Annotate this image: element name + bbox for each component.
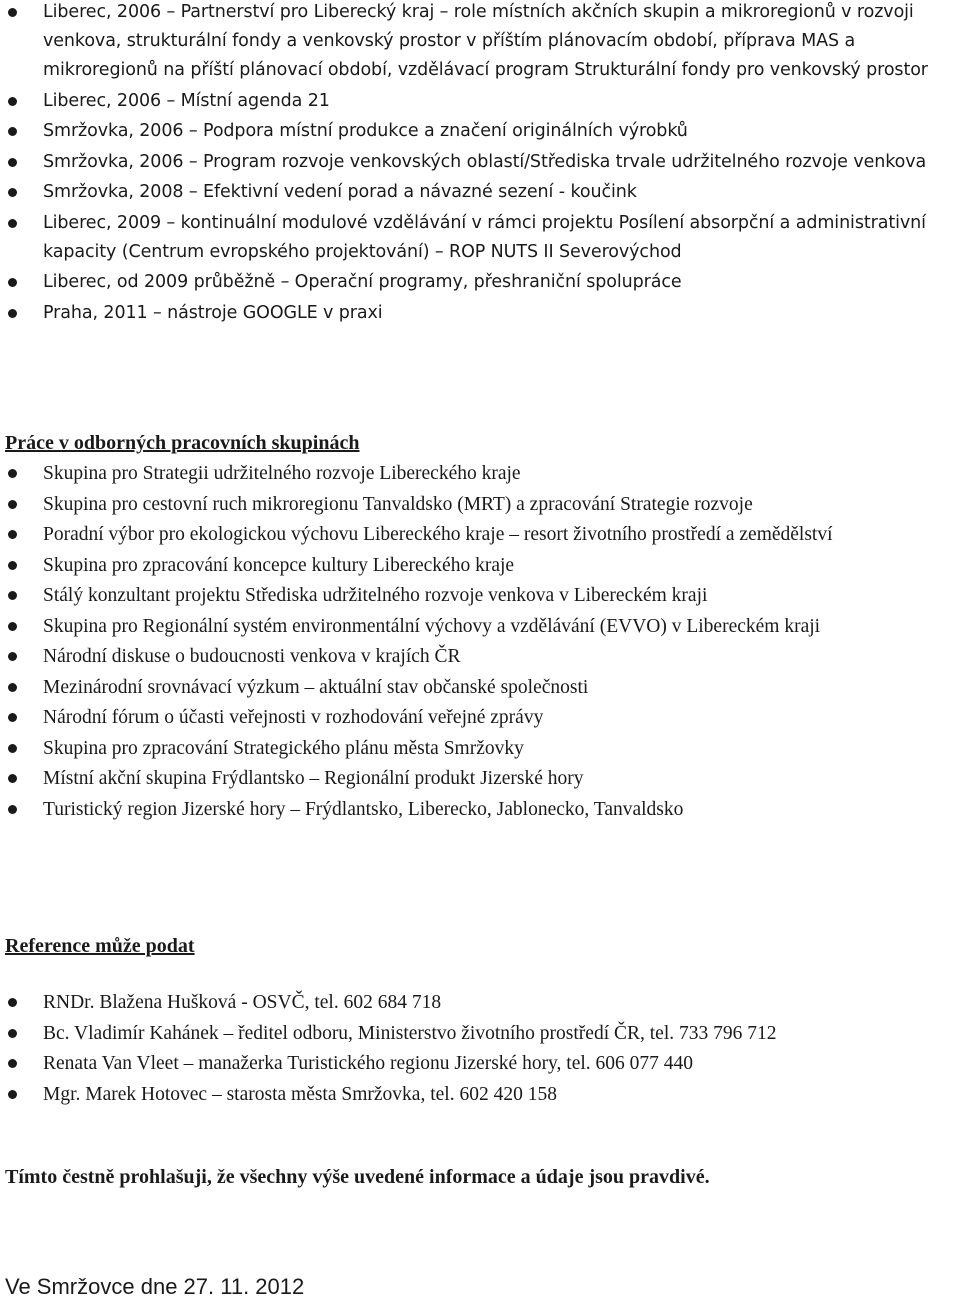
bullet-icon bbox=[8, 469, 17, 478]
list-item bbox=[0, 642, 943, 671]
list-item bbox=[0, 703, 943, 732]
list-item bbox=[0, 490, 943, 519]
list-item-text: Národní fórum o účasti veřejnosti v rozhodování veřejné zprávy bbox=[43, 707, 544, 728]
bullet-icon bbox=[8, 774, 17, 783]
list-item bbox=[0, 581, 943, 610]
list-item-text: Liberec, 2006 – Partnerství pro Liberecký kraj – role místních akčních skupin a mikroregionů v rozvoji venkova, strukturální fondy a venkovský prostor v příštím plánovacím období, příprava MAS a mikroregionů na příští plánovací období, vzdělávací program Strukturální fondy pro venkovský prostor bbox=[43, 2, 928, 80]
bullet-icon bbox=[8, 805, 17, 814]
list-item bbox=[0, 764, 943, 793]
list-item-text: Místní akční skupina Frýdlantsko – Regionální produkt Jizerské hory bbox=[43, 768, 584, 789]
list-item-text: Turistický region Jizerské hory – Frýdlantsko, Liberecko, Jablonecko, Tanvaldsko bbox=[43, 798, 684, 820]
list-item bbox=[0, 299, 943, 328]
list-item-text: Bc. Vladimír Kahánek – ředitel odboru, Ministerstvo životního prostředí ČR, tel. 733 796 712 bbox=[43, 1022, 777, 1044]
working-groups-list bbox=[0, 459, 943, 825]
bullet-icon bbox=[8, 97, 17, 106]
list-item-text: Praha, 2011 – nástroje GOOGLE v praxi bbox=[43, 302, 383, 323]
list-item bbox=[0, 209, 943, 267]
training-list bbox=[0, 0, 943, 329]
list-item-text: RNDr. Blažena Hušková - OSVČ, tel. 602 684 718 bbox=[43, 992, 442, 1013]
list-item-text: Národní diskuse o budoucnosti venkova v krajích ČR bbox=[43, 646, 461, 667]
list-item-text: Poradní výbor pro ekologickou výchovu Libereckého kraje – resort životního prostředí a zemědělství bbox=[43, 524, 833, 545]
bullet-icon bbox=[8, 1029, 17, 1038]
bullet-icon bbox=[8, 652, 17, 661]
bullet-icon bbox=[8, 278, 17, 287]
signoff-text: Ve Smržovce dne 27. 11. 2012 bbox=[5, 1274, 305, 1299]
list-item bbox=[0, 1049, 943, 1078]
list-item-text: Smržovka, 2006 – Program rozvoje venkovských oblastí/Střediska trvale udržitelného rozvoje venkova bbox=[43, 151, 927, 172]
bullet-icon bbox=[8, 219, 17, 228]
list-item-text: Mgr. Marek Hotovec – starosta města Smržovka, tel. 602 420 158 bbox=[43, 1083, 557, 1105]
bullet-icon bbox=[8, 8, 17, 17]
list-item bbox=[0, 117, 943, 146]
list-item-text: Renata Van Vleet – manažerka Turistického regionu Jizerské hory, tel. 606 077 440 bbox=[43, 1053, 694, 1074]
list-item-text: Smržovka, 2008 – Efektivní vedení porad a návazné sezení - koučink bbox=[43, 182, 637, 202]
declaration-text: Tímto čestně prohlašuji, že všechny výše uvedené informace a údaje jsou pravdivé. bbox=[5, 1166, 710, 1188]
list-item bbox=[0, 0, 943, 85]
list-item bbox=[0, 551, 943, 580]
list-item-text: Smržovka, 2006 – Podpora místní produkce a značení originálních výrobků bbox=[43, 121, 688, 141]
list-item-text: Stálý konzultant projektu Střediska udržitelného rozvoje venkova v Libereckém kraji bbox=[43, 585, 708, 606]
working-groups-heading: Práce v odborných pracovních skupinách bbox=[5, 432, 360, 454]
list-item bbox=[0, 1019, 943, 1048]
bullet-icon bbox=[8, 530, 17, 539]
list-item bbox=[0, 734, 943, 763]
list-item-text: Skupina pro cestovní ruch mikroregionu Tanvaldsko (MRT) a zpracování Strategie rozvoje bbox=[43, 493, 753, 515]
bullet-icon bbox=[8, 188, 17, 197]
bullet-icon bbox=[8, 591, 17, 600]
bullet-icon bbox=[8, 1090, 17, 1099]
bullet-icon bbox=[8, 998, 17, 1007]
bullet-icon bbox=[8, 713, 17, 722]
list-item bbox=[0, 148, 943, 177]
list-item-text: Mezinárodní srovnávací výzkum – aktuální stav občanské společnosti bbox=[43, 676, 589, 698]
list-item-text: Skupina pro Strategii udržitelného rozvoje Libereckého kraje bbox=[43, 463, 521, 484]
list-item-text: Skupina pro zpracování Strategického plánu města Smržovky bbox=[43, 737, 524, 759]
list-item-text: Skupina pro zpracování koncepce kultury Libereckého kraje bbox=[43, 554, 515, 576]
list-item bbox=[0, 612, 943, 641]
list-item-text: Liberec, 2009 – kontinuální modulové vzdělávání v rámci projektu Posílení absorpční a administrativní kapacity (Centrum evropského projektování) – ROP NUTS II Severovýchod bbox=[43, 212, 926, 262]
references-list bbox=[0, 988, 943, 1110]
bullet-icon bbox=[8, 127, 17, 136]
bullet-icon bbox=[8, 500, 17, 509]
list-item bbox=[0, 178, 943, 207]
list-item bbox=[0, 459, 943, 488]
list-item bbox=[0, 988, 943, 1017]
references-heading: Reference může podat bbox=[5, 935, 195, 957]
bullet-icon bbox=[8, 622, 17, 631]
bullet-icon bbox=[8, 1059, 17, 1068]
bullet-icon bbox=[8, 309, 17, 318]
list-item bbox=[0, 87, 943, 116]
bullet-icon bbox=[8, 561, 17, 570]
bullet-icon bbox=[8, 683, 17, 692]
list-item bbox=[0, 673, 943, 702]
list-item bbox=[0, 1080, 943, 1109]
list-item bbox=[0, 795, 943, 824]
bullet-icon bbox=[8, 744, 17, 753]
list-item bbox=[0, 268, 943, 297]
bullet-icon bbox=[8, 158, 17, 167]
list-item-text: Liberec, 2006 – Místní agenda 21 bbox=[43, 90, 330, 111]
list-item-text: Skupina pro Regionální systém environmentální výchovy a vzdělávání (EVVO) v Libereckém kraji bbox=[43, 615, 821, 637]
list-item-text: Liberec, od 2009 průběžně – Operační programy, přeshraniční spolupráce bbox=[43, 272, 682, 292]
list-item bbox=[0, 520, 943, 549]
